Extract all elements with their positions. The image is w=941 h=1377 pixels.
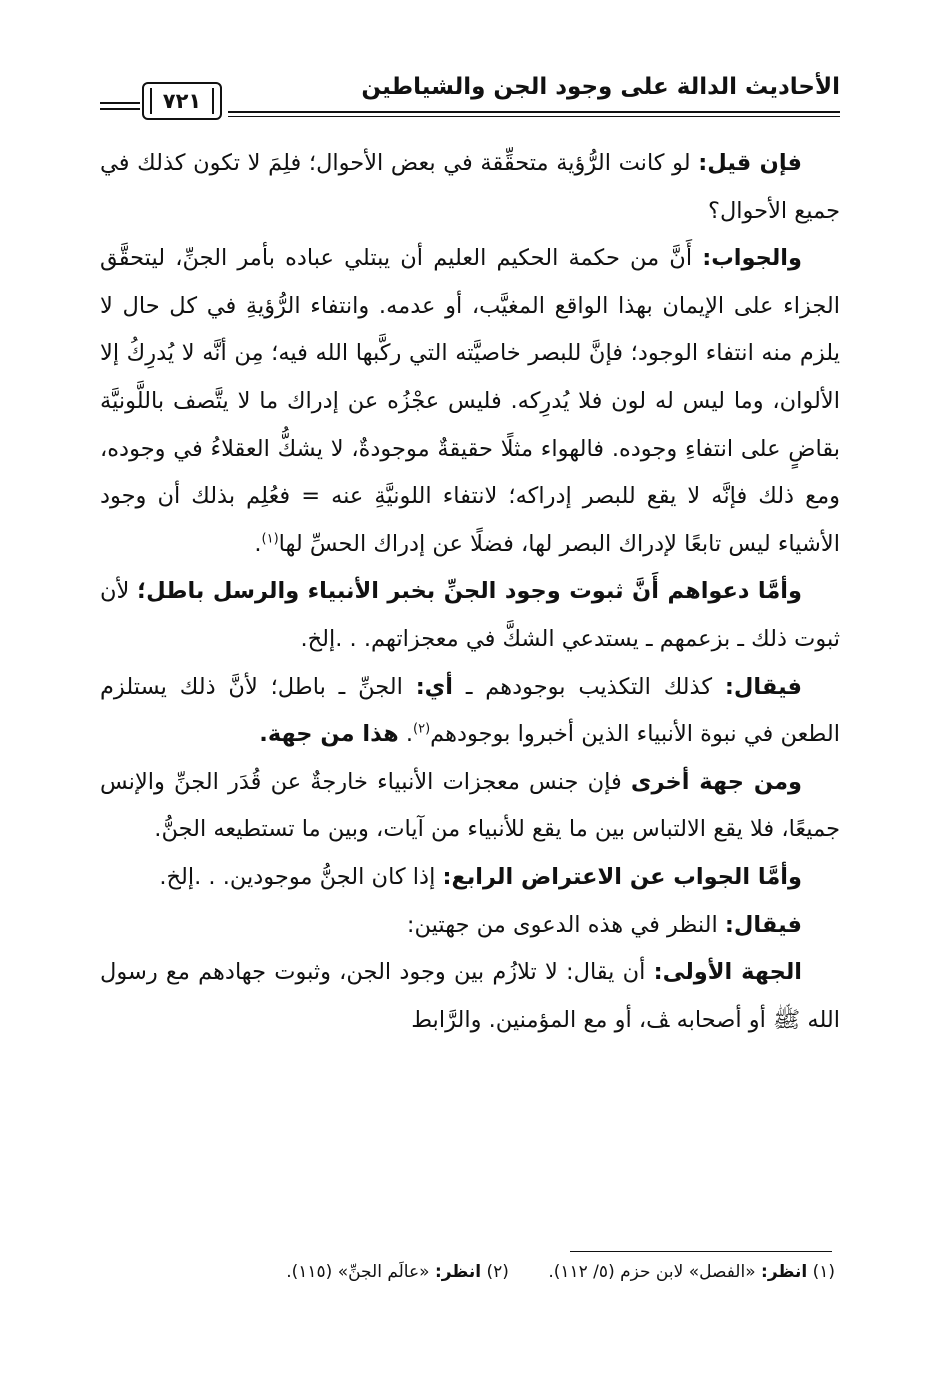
- paragraph-lead: فإن قيل:: [698, 150, 803, 176]
- paragraph-lead-inline: أي:: [415, 673, 454, 700]
- header-rule: [228, 111, 840, 113]
- paragraph-text: فإن جنس معجزات الأنبياء خارجةٌ عن قُدَر الجنِّ والإنس جميعًا، فلا يقع الالتباس بين ما يقع للأنبياء من آيات، وبين ما تستطيعه الجنُّ.: [100, 768, 840, 843]
- footnote-number: (٢): [486, 1262, 509, 1282]
- footnote-text: «عالَم الجنِّ» (١١٥).: [286, 1262, 435, 1282]
- paragraph-text: أن يقال: لا تلازُم بين وجود الجن، وثبوت جهادهم مع رسول الله ﷺ أو أصحابه ﭫ، أو مع المؤمنين. والرَّابط: [100, 959, 840, 1033]
- paragraph-text: كذلك التكذيب بوجودهم ـ: [453, 673, 725, 700]
- header-rule-left: [100, 102, 140, 104]
- footnote-text: «الفصل» لابن حزم (٥/ ١١٢).: [548, 1262, 762, 1282]
- paragraph-reply: [100, 664, 840, 759]
- footnote-label: انظر:: [434, 1262, 482, 1282]
- paragraph-lead: فيقال:: [724, 673, 802, 700]
- paragraph-lead: وأمَّا الجواب عن الاعتراض الرابع:: [442, 863, 802, 890]
- paragraph-fourth-objection: [100, 854, 840, 902]
- footnote-separator: [570, 1251, 832, 1252]
- paragraph-lead: الجهة الأولى:: [653, 959, 802, 986]
- paragraph-other-side: [100, 759, 840, 854]
- footnote-number: (١): [812, 1262, 835, 1282]
- paragraph-text: لأن ثبوت ذلك ـ بزعمهم ـ يستدعي الشكَّ في معجزاتهم. . .إلخ.: [100, 578, 840, 652]
- paragraph-bold-tail: هذا من جهة.: [259, 721, 399, 748]
- footnotes: [100, 1262, 835, 1282]
- paragraph-lead: والجواب:: [702, 245, 802, 272]
- paragraph-lead: فيقال:: [724, 911, 802, 938]
- header-rule-left-2: [100, 108, 140, 110]
- main-text: [100, 140, 840, 1044]
- page-number-badge: [142, 82, 222, 120]
- paragraph-claim: [100, 568, 840, 663]
- header-title: الأحاديث الدالة على وجود الجن والشياطين: [361, 74, 840, 100]
- footnote-label: انظر:: [761, 1262, 808, 1282]
- paragraph-tail: .: [398, 721, 413, 748]
- paragraph-answer: [100, 235, 840, 568]
- paragraph-lead: ومن جهة أخرى: [630, 768, 803, 795]
- footnote-marker: (٢): [413, 721, 431, 737]
- paragraph-tail: .: [254, 530, 262, 557]
- paragraph-question: [100, 140, 840, 235]
- paragraph-two-aspects: [100, 902, 840, 950]
- page-number: ٧٢١: [162, 89, 202, 113]
- footnote-marker: (١): [261, 531, 279, 547]
- paragraph-text: لو كانت الرُّؤية متحقِّقة في بعض الأحوال؛ فلِمَ لا تكون كذلك في جميع الأحوال؟: [100, 150, 840, 224]
- paragraph-text-continued: الجنِّ ـ باطل؛ لأنَّ ذلك يستلزم الطعن في نبوة الأنبياء الذين أخبروا بوجودهم: [100, 673, 840, 748]
- footnote-2: [286, 1262, 509, 1282]
- paragraph-lead: وأمَّا دعواهم أَنَّ ثبوت وجود الجنِّ بخبر الأنبياء والرسل باطل؛: [137, 578, 802, 605]
- footnote-1: [548, 1262, 835, 1282]
- running-header: [100, 62, 840, 122]
- paragraph-text: النظر في هذه الدعوى من جهتين:: [406, 911, 725, 938]
- paragraph-text: إذا كان الجنُّ موجودين. . .إلخ.: [159, 863, 443, 890]
- paragraph-text: أَنَّ من حكمة الحكيم العليم أن يبتلي عباده بأمر الجنِّ، ليتحقَّق الجزاء على الإيمان بهذا الواقع المغيَّب، أو عدمه. وانتفاء الرُّؤيةِ في كل حال لا يلزم منه انتفاء الوجود؛ فإنَّ للبصر خاصيَّته التي ركَّبها الله فيه؛ مِن أنَّه لا يُدرِكُ إلا الألوان، وما ليس له لون فلا يُدرِكه. فليس عجْزُه عن إدراك ما لا يتَّصف باللَّونيَّة بقاضٍ على انتفاءِ وجوده. فالهواء مثلًا حقيقةٌ موجودةٌ، لا يشكُّ العقلاءُ في وجوده، ومع ذلك فإنَّه لا يقع للبصر إدراكه؛ لانتفاء اللونيَّةِ عنه = فعُلِم بذلك أن وجود الأشياء ليس تابعًا لإدراك البصر لها، فضلًا عن إدراك الحسِّ لها: [100, 245, 840, 557]
- header-rule-thin: [228, 116, 840, 117]
- paragraph-first-aspect: [100, 949, 840, 1044]
